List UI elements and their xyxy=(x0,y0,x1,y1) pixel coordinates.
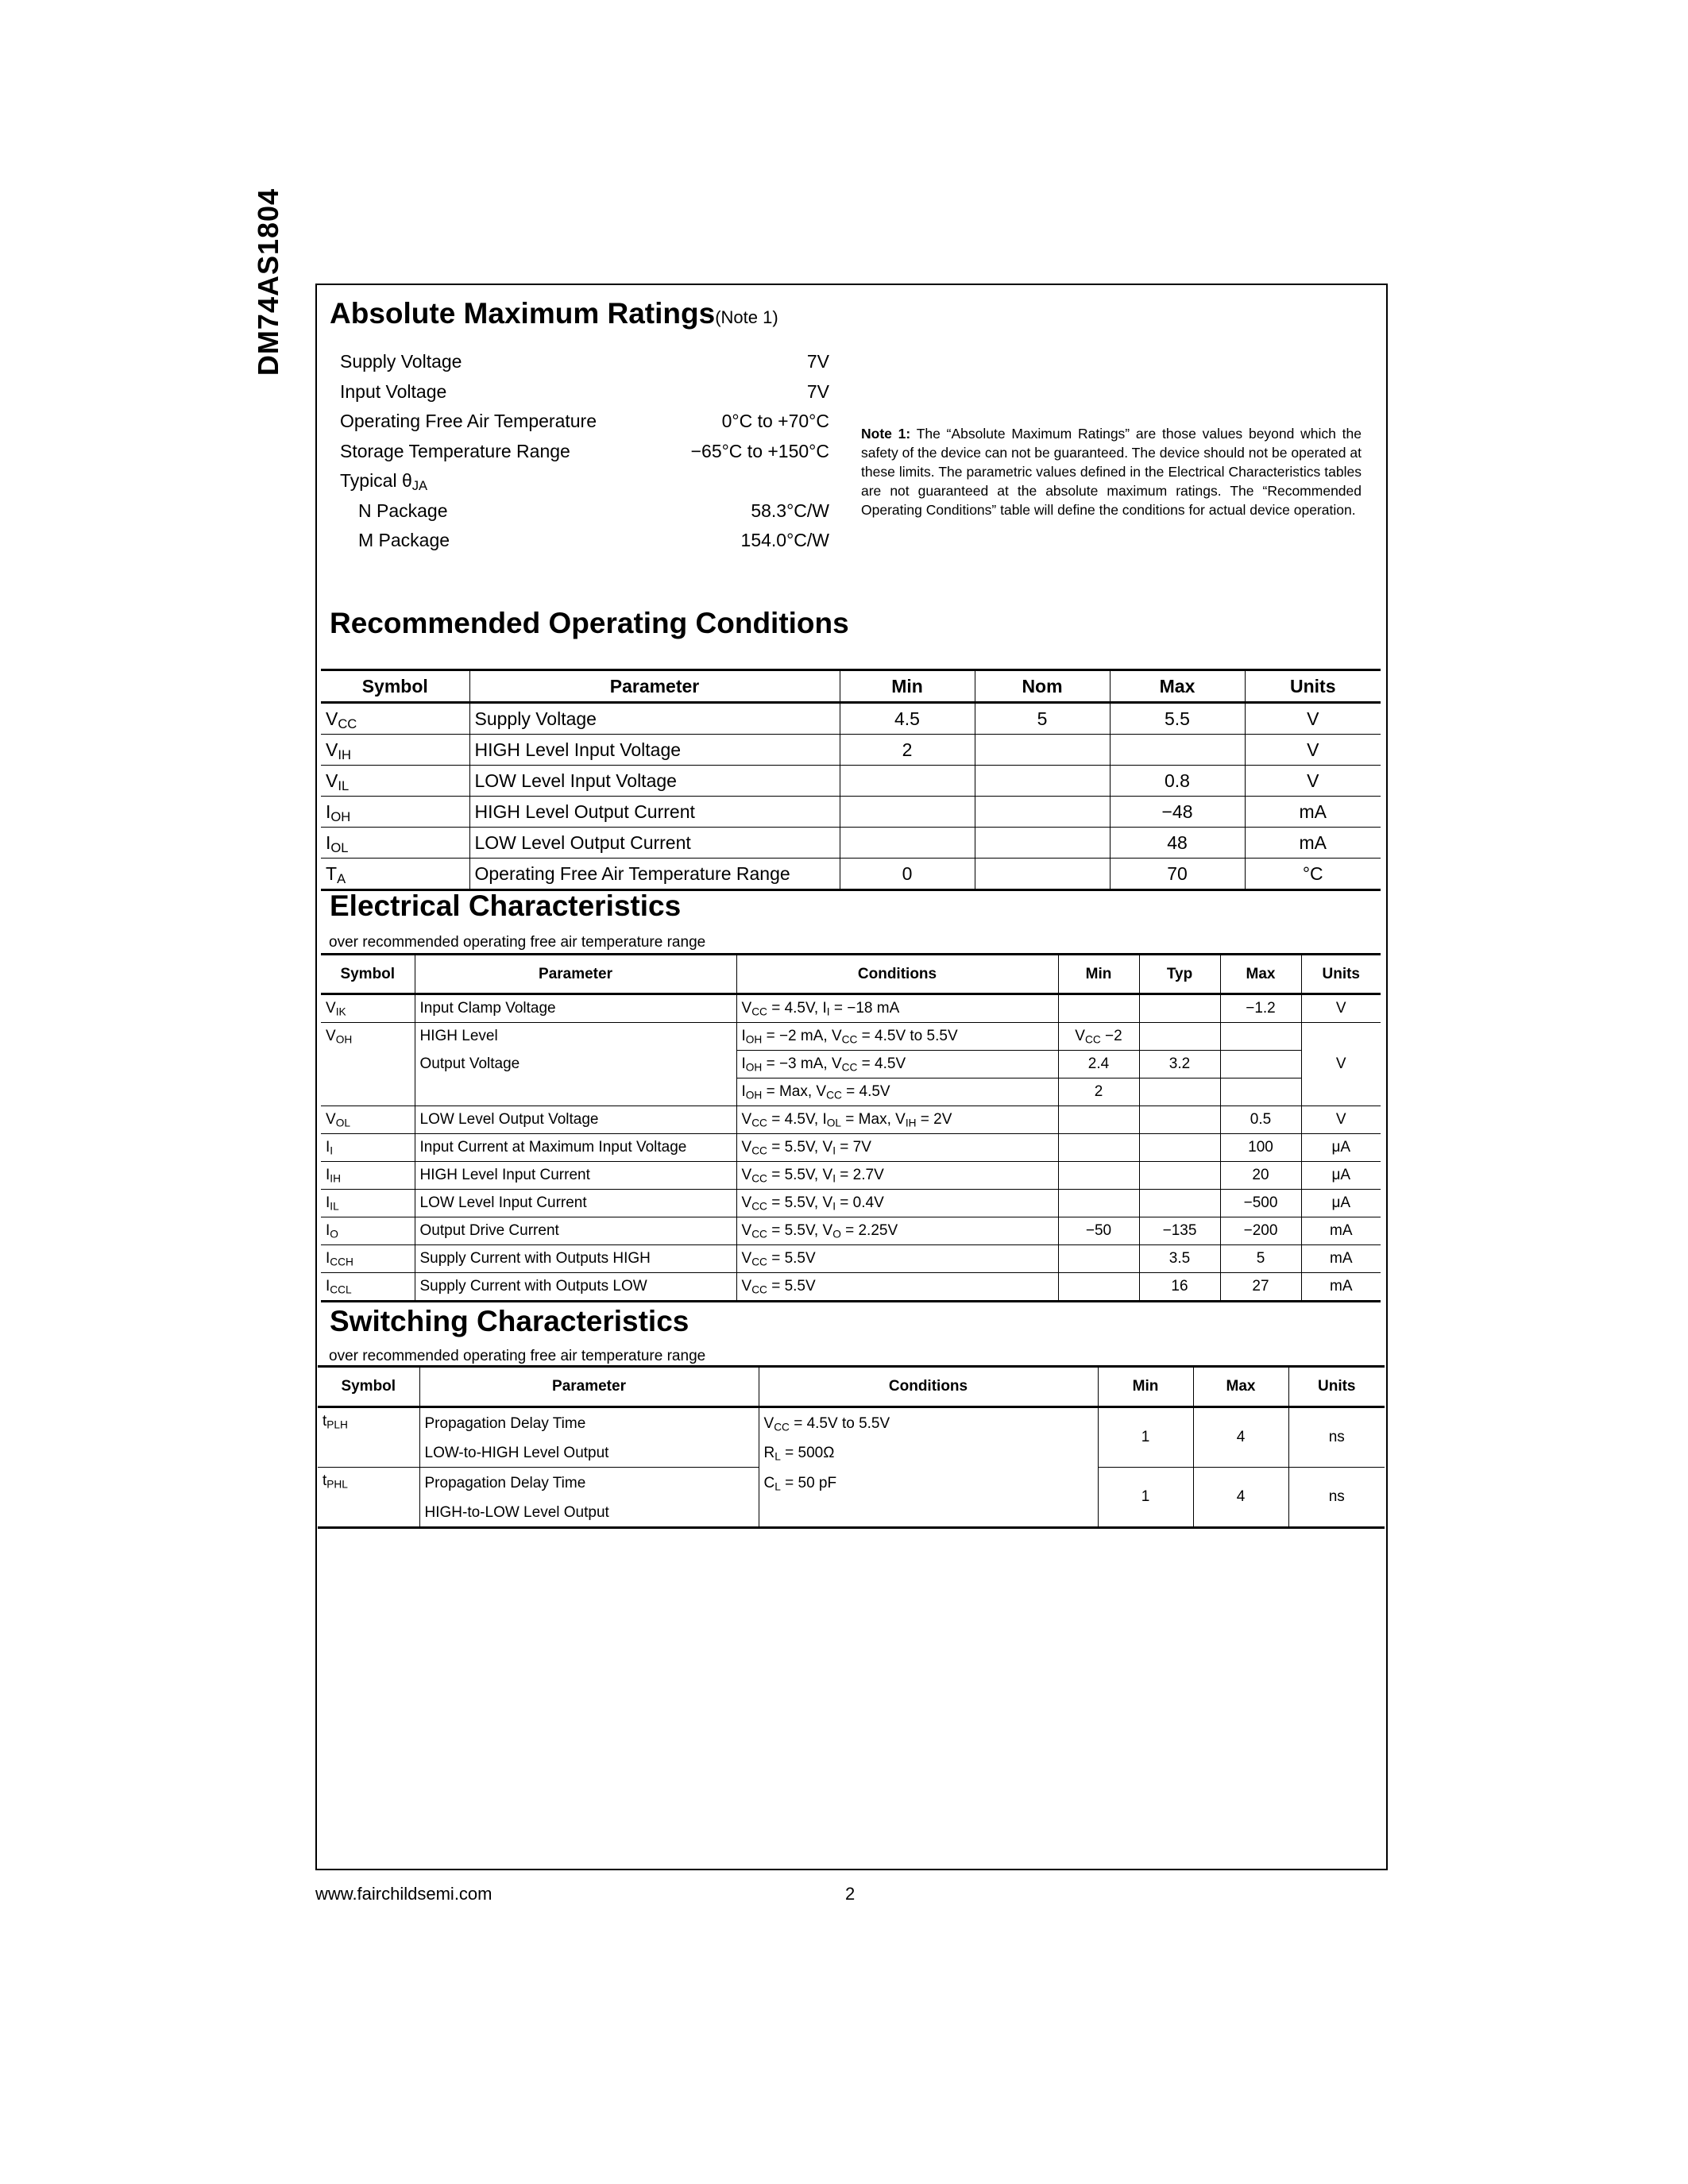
min-cell xyxy=(840,766,975,797)
table-row xyxy=(321,766,1381,797)
typ-cell xyxy=(1139,1190,1220,1217)
units-cell: mA xyxy=(1245,797,1381,828)
parameter-cell: HIGH Level xyxy=(415,1023,736,1051)
min-cell: 2.4 xyxy=(1058,1051,1139,1078)
symbol-cell: $V_{OH}$ xyxy=(326,1028,353,1046)
parameter-cell: HIGH Level Input Current xyxy=(415,1162,736,1190)
symbol-cell: $V_{OL}$ xyxy=(321,1106,415,1134)
package-label: M Package xyxy=(358,530,450,550)
table-row xyxy=(321,797,1381,828)
max-cell xyxy=(1110,735,1245,766)
conditions-cell xyxy=(759,1499,1098,1528)
max-cell: 4 xyxy=(1193,1407,1288,1468)
column-header: Min xyxy=(1058,955,1139,994)
table-header-row xyxy=(321,670,1381,703)
parameter-cell: Propagation Delay Time xyxy=(419,1468,759,1500)
min-cell xyxy=(1058,1190,1139,1217)
symbol-cell: $I_{IH}$ xyxy=(321,1162,415,1190)
nom-cell xyxy=(975,797,1110,828)
table-row xyxy=(321,859,1381,890)
max-cell: 5.5 xyxy=(1110,703,1245,735)
min-cell xyxy=(1058,1245,1139,1273)
units-cell: mA xyxy=(1245,828,1381,859)
min-cell xyxy=(840,828,975,859)
symbol-cell: $I_{OL}$ xyxy=(321,828,469,859)
symbol-cell xyxy=(321,1051,415,1078)
symbol-cell: $I_I$ xyxy=(321,1134,415,1162)
typ-cell xyxy=(1139,1106,1220,1134)
parameter-cell: HIGH Level Output Current xyxy=(469,797,840,828)
typ-cell: 3.2 xyxy=(1139,1051,1220,1078)
symbol-cell: $V_{CC}$ xyxy=(321,703,469,735)
units-cell: μA xyxy=(1301,1190,1381,1217)
min-cell: −50 xyxy=(1058,1217,1139,1245)
side-part-number: DM74AS1804 xyxy=(252,187,284,376)
table-header-row xyxy=(321,955,1381,994)
symbol-cell: $I_{CCL}$ xyxy=(326,1278,352,1296)
column-header: Conditions xyxy=(736,955,1058,994)
column-header: Units xyxy=(1245,670,1381,703)
roc-table xyxy=(321,669,1381,891)
conditions-cell: $R_L = 500\Omega$ xyxy=(759,1440,1098,1468)
footer-url: www.fairchildsemi.com xyxy=(315,1884,492,1904)
nom-cell xyxy=(975,766,1110,797)
min-cell: 1 xyxy=(1098,1407,1193,1468)
conditions-cell: $V_{CC} = 5.5V$ xyxy=(736,1273,1058,1302)
parameter-cell: Output Drive Current xyxy=(415,1217,736,1245)
table-row xyxy=(321,1162,1381,1190)
min-cell: $V_{CC} -2$ xyxy=(1058,1023,1139,1051)
min-cell xyxy=(840,797,975,828)
symbol-cell xyxy=(318,1499,419,1528)
abs-max-heading xyxy=(330,297,778,330)
min-cell xyxy=(1058,1134,1139,1162)
max-cell: 100 xyxy=(1220,1134,1301,1162)
typ-cell: −135 xyxy=(1139,1217,1220,1245)
table-row xyxy=(321,1078,1381,1106)
column-header: Conditions xyxy=(759,1367,1098,1407)
conditions-cell: $V_{CC} = 5.5V$, $V_I = 7V$ xyxy=(736,1134,1058,1162)
column-header: Symbol xyxy=(321,670,469,703)
typ-cell xyxy=(1139,1134,1220,1162)
ec-title: Electrical Characteristics xyxy=(330,889,682,922)
table-row xyxy=(321,994,1381,1023)
table-row xyxy=(321,1051,1381,1078)
min-cell xyxy=(1058,1106,1139,1134)
units-cell: V xyxy=(1301,1023,1381,1106)
min-cell: 0 xyxy=(840,859,975,890)
abs-max-value: 7V xyxy=(806,381,829,402)
abs-max-label: Supply Voltage xyxy=(340,351,462,372)
max-cell: −48 xyxy=(1110,797,1245,828)
units-cell: V xyxy=(1245,735,1381,766)
parameter-cell: LOW Level Output Current xyxy=(469,828,840,859)
units-cell: ns xyxy=(1288,1468,1385,1528)
units-cell: V xyxy=(1301,994,1381,1023)
symbol-cell xyxy=(321,1078,415,1106)
ec-caption: over recommended operating free air temperature range xyxy=(329,934,706,951)
min-cell xyxy=(1058,1273,1139,1302)
table-row xyxy=(321,1106,1381,1134)
conditions-cell: $V_{CC} = 4.5V$, $I_I = -18$ mA xyxy=(736,994,1058,1023)
column-header: Typ xyxy=(1139,955,1220,994)
roc-title: Recommended Operating Conditions xyxy=(330,607,849,639)
conditions-cell: $V_{CC} = 4.5V$ to 5.5V xyxy=(759,1407,1098,1441)
max-cell: 0.5 xyxy=(1220,1106,1301,1134)
table-row xyxy=(321,703,1381,735)
conditions-cell: $V_{CC} = 5.5V$, $V_O = 2.25V$ xyxy=(736,1217,1058,1245)
column-header: Parameter xyxy=(415,955,736,994)
parameter-cell xyxy=(415,1078,736,1106)
min-cell: 2 xyxy=(1058,1078,1139,1106)
symbol-cell: $I_{IL}$ xyxy=(321,1190,415,1217)
max-cell: −500 xyxy=(1220,1190,1301,1217)
max-cell xyxy=(1220,1078,1301,1106)
column-header: Min xyxy=(1098,1367,1193,1407)
abs-max-label: Input Voltage xyxy=(340,381,447,402)
symbol-cell: $I_{OH}$ xyxy=(321,797,469,828)
conditions-cell: $I_{OH}$ = Max, $V_{CC} = 4.5V$ xyxy=(736,1078,1058,1106)
column-header: Symbol xyxy=(318,1367,419,1407)
conditions-cell: $I_{OH} = -3$ mA, $V_{CC} = 4.5V$ xyxy=(736,1051,1058,1078)
conditions-cell: $I_{OH} = -2$ mA, $V_{CC} = 4.5V$ to 5.5V xyxy=(736,1023,1058,1051)
table-row xyxy=(321,1217,1381,1245)
conditions-cell: $V_{CC} = 5.5V$ xyxy=(736,1245,1058,1273)
max-cell: 48 xyxy=(1110,828,1245,859)
max-cell: 0.8 xyxy=(1110,766,1245,797)
max-cell: 5 xyxy=(1220,1245,1301,1273)
column-header: Max xyxy=(1193,1367,1288,1407)
max-cell: 4 xyxy=(1193,1468,1288,1528)
parameter-cell: Propagation Delay Time xyxy=(419,1407,759,1441)
theta-label: Typical $\theta_{JA}$ xyxy=(340,470,428,494)
max-cell: −200 xyxy=(1220,1217,1301,1245)
symbol-cell: $I_{CCH}$ xyxy=(321,1245,415,1273)
table-row xyxy=(321,1134,1381,1162)
sc-table xyxy=(318,1365,1385,1529)
min-cell: 4.5 xyxy=(840,703,975,735)
table-row xyxy=(321,828,1381,859)
table-header-row xyxy=(318,1367,1385,1407)
abs-max-note-ref: (Note 1) xyxy=(715,307,778,327)
units-cell: mA xyxy=(1301,1217,1381,1245)
units-cell: °C xyxy=(1245,859,1381,890)
column-header: Symbol xyxy=(321,955,415,994)
abs-max-label: Storage Temperature Range xyxy=(340,441,570,461)
units-cell: μA xyxy=(1301,1162,1381,1190)
table-row xyxy=(321,1245,1381,1273)
min-cell: 1 xyxy=(1098,1468,1193,1528)
units-cell: mA xyxy=(1301,1245,1381,1273)
units-cell: ns xyxy=(1288,1407,1385,1468)
column-header: Min xyxy=(840,670,975,703)
symbol-cell: $T_A$ xyxy=(326,862,346,886)
typ-cell: 16 xyxy=(1139,1273,1220,1302)
max-cell: 27 xyxy=(1220,1273,1301,1302)
symbol-cell: $t_{PLH}$ xyxy=(323,1413,348,1431)
units-cell: V xyxy=(1245,766,1381,797)
sc-caption: over recommended operating free air temperature range xyxy=(329,1348,706,1364)
units-cell: mA xyxy=(1301,1273,1381,1302)
parameter-cell: LOW Level Input Voltage xyxy=(469,766,840,797)
max-cell: −1.2 xyxy=(1220,994,1301,1023)
conditions-cell: $V_{CC} = 5.5V$, $V_I = 2.7V$ xyxy=(736,1162,1058,1190)
parameter-cell: Output Voltage xyxy=(415,1051,736,1078)
symbol-cell: $I_O$ xyxy=(321,1217,415,1245)
max-cell: 20 xyxy=(1220,1162,1301,1190)
column-header: Max xyxy=(1110,670,1245,703)
typ-cell xyxy=(1139,1023,1220,1051)
note-1-label: Note 1: xyxy=(861,426,911,442)
nom-cell xyxy=(975,735,1110,766)
note-1-text: The “Absolute Maximum Ratings” are those values beyond which the safety of the device can not be guaranteed. The device should not be operated at these limits. The parametric values defined in the Electrical Characteristics tables are not guaranteed at the absolute maximum ratings. The “Recommended Operating Conditions” table will define the conditions for actual device operation. xyxy=(861,426,1362,518)
table-row xyxy=(321,735,1381,766)
abs-max-value: 0°C to +70°C xyxy=(721,411,829,431)
max-cell xyxy=(1220,1023,1301,1051)
abs-max-title: Absolute Maximum Ratings xyxy=(330,297,716,330)
units-cell: V xyxy=(1301,1106,1381,1134)
symbol-cell: $V_{IH}$ xyxy=(321,735,469,766)
sc-title: Switching Characteristics xyxy=(330,1305,689,1337)
column-header: Parameter xyxy=(419,1367,759,1407)
symbol-cell: $V_{IK}$ xyxy=(321,994,415,1023)
table-row xyxy=(321,1023,1381,1051)
parameter-cell: HIGH Level Input Voltage xyxy=(469,735,840,766)
conditions-cell: $V_{CC} = 5.5V$, $V_I = 0.4V$ xyxy=(736,1190,1058,1217)
ec-table xyxy=(321,953,1381,1302)
symbol-cell: $t_{PHL}$ xyxy=(323,1472,348,1491)
typ-cell xyxy=(1139,994,1220,1023)
package-value: 58.3°C/W xyxy=(751,500,829,521)
column-header: Nom xyxy=(975,670,1110,703)
abs-max-label: Operating Free Air Temperature xyxy=(340,411,597,431)
column-header: Units xyxy=(1301,955,1381,994)
parameter-cell: LOW Level Output Voltage xyxy=(415,1106,736,1134)
parameter-cell: LOW-to-HIGH Level Output xyxy=(419,1440,759,1468)
nom-cell xyxy=(975,828,1110,859)
abs-max-value: 7V xyxy=(806,351,829,372)
min-cell: 2 xyxy=(840,735,975,766)
table-row xyxy=(318,1407,1385,1441)
symbol-cell: $V_{IL}$ xyxy=(321,766,469,797)
table-row xyxy=(321,1273,1381,1302)
parameter-cell: Input Clamp Voltage xyxy=(415,994,736,1023)
parameter-cell: Supply Current with Outputs HIGH xyxy=(415,1245,736,1273)
typ-cell: 3.5 xyxy=(1139,1245,1220,1273)
table-row xyxy=(318,1468,1385,1500)
package-value: 154.0°C/W xyxy=(740,530,829,550)
column-header: Parameter xyxy=(469,670,840,703)
symbol-cell xyxy=(318,1440,419,1468)
conditions-cell: $C_L = 50$ pF xyxy=(759,1468,1098,1500)
conditions-cell: $V_{CC} = 4.5V$, $I_{OL}$ = Max, $V_{IH} = 2V$ xyxy=(736,1106,1058,1134)
typ-cell xyxy=(1139,1162,1220,1190)
table-row xyxy=(321,1190,1381,1217)
parameter-cell: Supply Current with Outputs LOW xyxy=(415,1273,736,1302)
max-cell: 70 xyxy=(1110,859,1245,890)
max-cell xyxy=(1220,1051,1301,1078)
min-cell xyxy=(1058,994,1139,1023)
parameter-cell: Operating Free Air Temperature Range xyxy=(469,859,840,890)
min-cell xyxy=(1058,1162,1139,1190)
column-header: Units xyxy=(1288,1367,1385,1407)
parameter-cell: HIGH-to-LOW Level Output xyxy=(419,1499,759,1528)
parameter-cell: Input Current at Maximum Input Voltage xyxy=(415,1134,736,1162)
nom-cell: 5 xyxy=(975,703,1110,735)
abs-max-value: −65°C to +150°C xyxy=(690,441,829,461)
package-label: N Package xyxy=(358,500,448,521)
units-cell: V xyxy=(1245,703,1381,735)
nom-cell xyxy=(975,859,1110,890)
units-cell: μA xyxy=(1301,1134,1381,1162)
column-header: Max xyxy=(1220,955,1301,994)
parameter-cell: Supply Voltage xyxy=(469,703,840,735)
page-number: 2 xyxy=(845,1884,856,1904)
typ-cell xyxy=(1139,1078,1220,1106)
note-1 xyxy=(861,424,1362,519)
parameter-cell: LOW Level Input Current xyxy=(415,1190,736,1217)
